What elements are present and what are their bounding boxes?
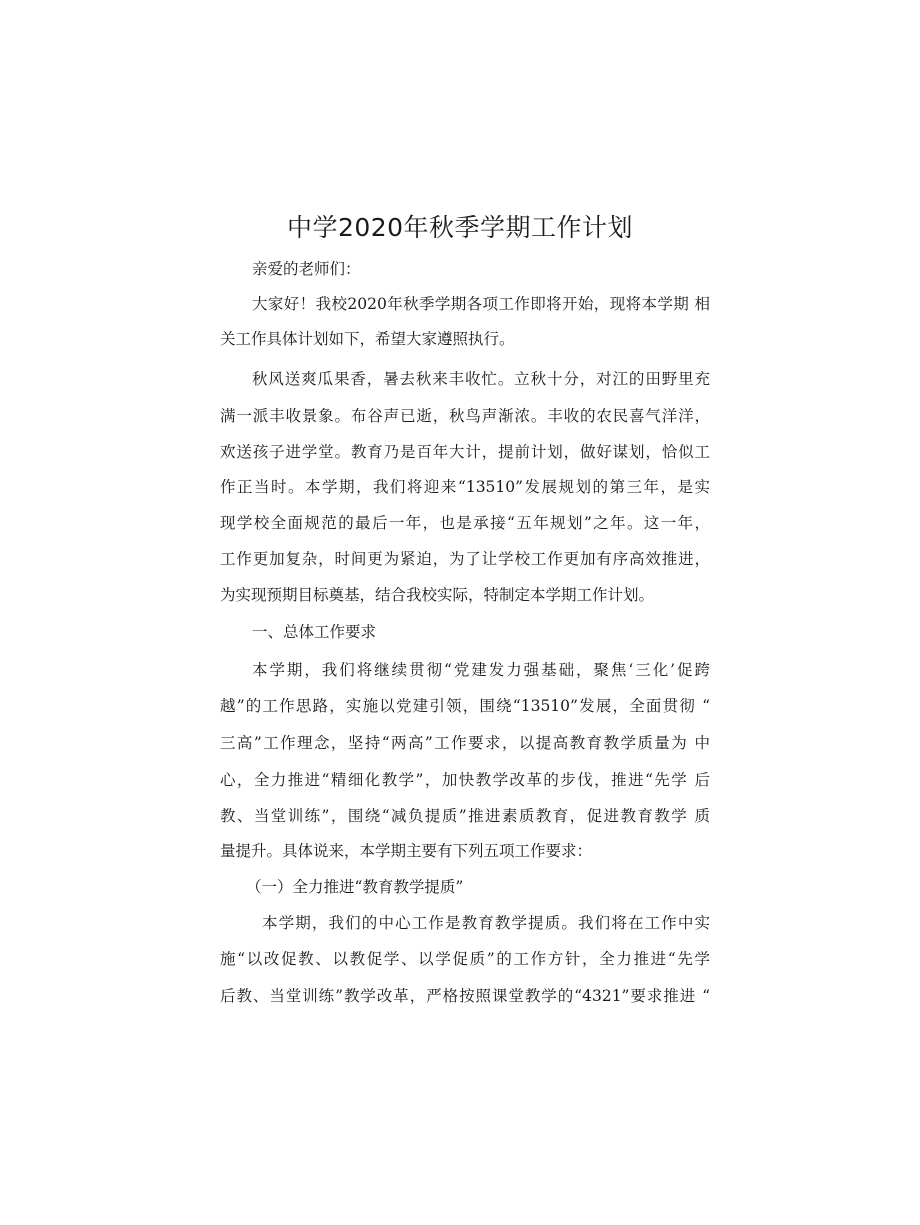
section-heading: 一、总体工作要求 <box>252 623 377 641</box>
paragraph-line: 满一派丰收景象。布谷声已逝，秋鸟声渐浓。丰收的农民喜气洋洋， <box>220 407 710 425</box>
paragraph-line: 为实现预期目标奠基，结合我校实际，特制定本学期工作计划。 <box>220 586 655 604</box>
paragraph-line: 本学期，我们的中心工作是教育教学提质。我们将在工作中实 <box>262 914 710 932</box>
paragraph-line: 三高”工作理念，坚持“两高”工作要求，以提高教育教学质量为 中 <box>220 734 710 752</box>
paragraph-line: 施“以改促教、以教促学、以学促质”的工作方针，全力推进“先学 <box>220 950 710 968</box>
paragraph-line: 工作更加复杂，时间更为紧迫，为了让学校工作更加有序高效推进， <box>220 550 710 568</box>
paragraph-line: 本学期，我们将继续贯彻“党建发力强基础，聚焦‘三化’促跨 <box>252 661 710 679</box>
paragraph-line: 心，全力推进“精细化教学”，加快教学改革的步伐，推进“先学 后 <box>220 771 710 789</box>
paragraph-line: 量提升。具体说来，本学期主要有下列五项工作要求： <box>220 842 593 860</box>
paragraph-line: 教、当堂训练”，围绕“减负提质”推进素质教育，促进教育教学 质 <box>220 807 710 825</box>
intro-line: 关工作具体计划如下，希望大家遵照执行。 <box>220 330 515 348</box>
document-title: 中学2020年秋季学期工作计划 <box>286 213 634 242</box>
paragraph-line: 作正当时。本学期，我们将迎来“13510”发展规划的第三年，是实 <box>220 478 710 496</box>
paragraph-line: 秋风送爽瓜果香，暑去秋来丰收忙。立秋十分，对江的田野里充 <box>252 370 710 388</box>
paragraph-line: 越”的工作思路，实施以党建引领，围绕“13510”发展，全面贯彻 “ <box>220 697 710 715</box>
paragraph-line: 欢送孩子进学堂。教育乃是百年大计，提前计划，做好谋划，恰似工 <box>220 443 710 461</box>
paragraph-line: 现学校全面规范的最后一年，也是承接“五年规划”之年。这一年， <box>220 514 710 532</box>
greeting: 亲爱的老师们： <box>252 260 361 278</box>
intro-line: 大家好！我校2020年秋季学期各项工作即将开始，现将本学期 相 <box>252 295 710 313</box>
subsection-heading: （一）全力推进“教育教学提质” <box>246 878 464 896</box>
paragraph-line: 后教、当堂训练”教学改革，严格按照课堂教学的“4321”要求推进 “ <box>220 987 710 1005</box>
